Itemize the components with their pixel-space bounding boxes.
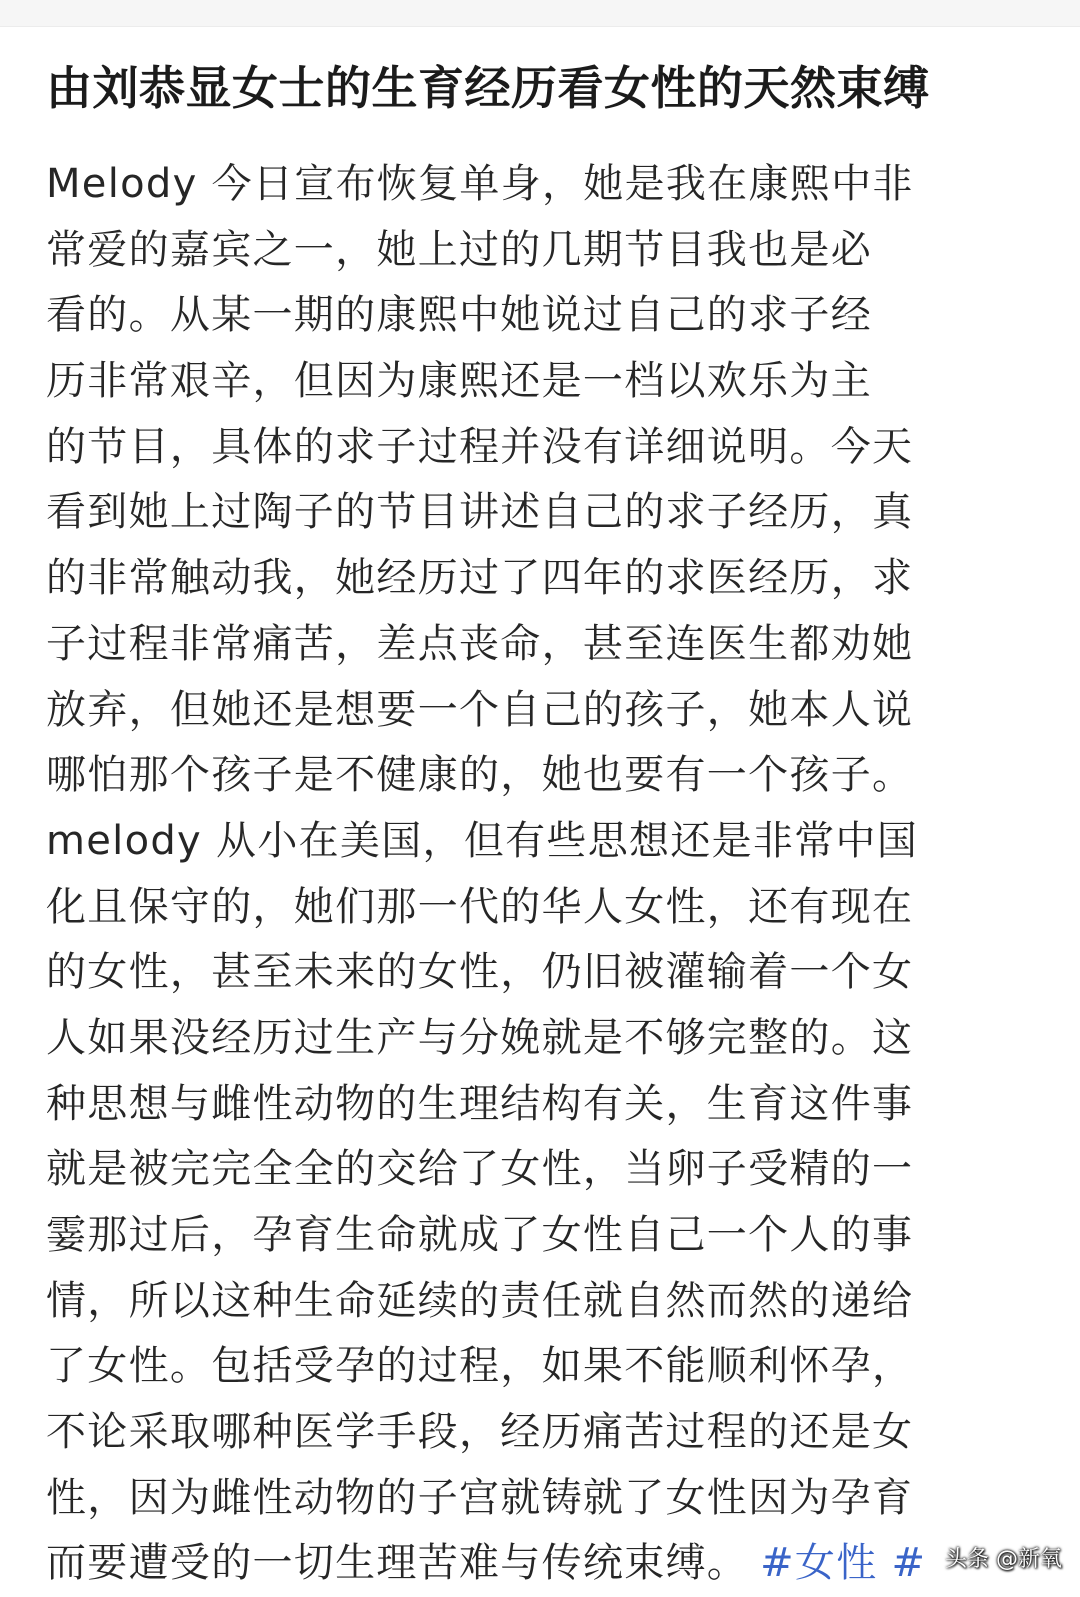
top-band <box>0 0 1080 27</box>
body-line: 情，所以这种生命延续的责任就自然而然的递给 <box>46 1277 914 1324</box>
watermark: 头条 @新氧 <box>945 1547 1062 1572</box>
body-line-text: 而要遭受的一切生理苦难与传统束缚。 <box>46 1540 749 1587</box>
body-line: 哪怕那个孩子是不健康的，她也要有一个孩子。 <box>46 752 914 799</box>
body-line: 不论采取哪种医学手段，经历痛苦过程的还是女 <box>46 1409 914 1456</box>
body-line: 种思想与雌性动物的生理结构有关，生育这件事 <box>46 1080 914 1127</box>
body-line: 化且保守的，她们那一代的华人女性，还有现在 <box>46 883 914 930</box>
body-line: 的非常触动我，她经历过了四年的求医经历，求 <box>46 555 914 602</box>
body-line-last <box>46 1531 1046 1597</box>
body-line: 放弃，但她还是想要一个自己的孩子，她本人说 <box>46 686 914 733</box>
body-line: Melody 今日宣布恢复单身，她是我在康熙中非 <box>46 161 914 207</box>
body-line: 看的。从某一期的康熙中她说过自己的求子经 <box>46 292 872 339</box>
body-line: 的女性，甚至未来的女性，仍旧被灌输着一个女 <box>46 949 914 996</box>
body-line: 看到她上过陶子的节目讲述自己的求子经历，真 <box>46 489 914 536</box>
body-line: 就是被完完全全的交给了女性，当卵子受精的一 <box>46 1146 914 1193</box>
body-line: 霎那过后，孕育生命就成了女性自己一个人的事 <box>46 1212 914 1258</box>
body-line: 人如果没经历过生产与分娩就是不够完整的。这 <box>46 1014 914 1061</box>
body-line: 常爱的嘉宾之一，她上过的几期节目我也是必 <box>46 226 872 273</box>
body-line: 子过程非常痛苦，差点丧命，甚至连医生都劝她 <box>46 620 914 667</box>
post-title: 由刘恭显女士的生育经历看女性的天然束缚 <box>46 61 930 115</box>
body-line: 了女性。包括受孕的过程，如果不能顺利怀孕， <box>46 1343 914 1390</box>
post-body <box>46 152 1046 1597</box>
hashtag-link[interactable]: #女性 # <box>760 1540 927 1587</box>
body-line: melody 从小在美国，但有些思想还是非常中国 <box>46 817 919 864</box>
body-line: 历非常艰辛，但因为康熙还是一档以欢乐为主 <box>46 358 872 405</box>
body-line: 的节目，具体的求子过程并没有详细说明。今天 <box>46 423 914 470</box>
body-line: 性，因为雌性动物的子宫就铸就了女性因为孕育 <box>46 1474 914 1521</box>
